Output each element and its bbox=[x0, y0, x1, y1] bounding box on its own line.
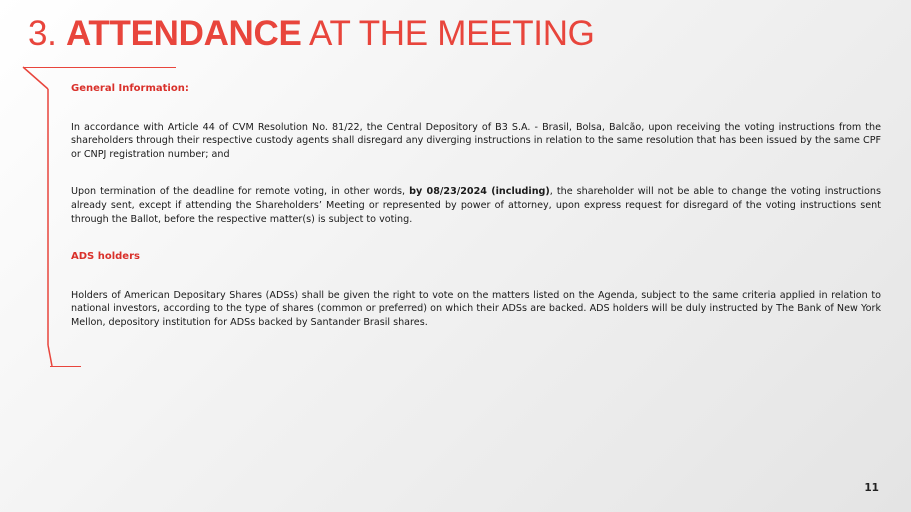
paragraph-text: Upon termination of the deadline for remote voting, in other words, bbox=[71, 186, 406, 198]
content-body bbox=[71, 82, 881, 330]
ads-holders-heading: ADS holders bbox=[71, 251, 140, 263]
general-info-heading: General Information: bbox=[71, 83, 189, 94]
bracket-bottom-diagonal bbox=[48, 345, 52, 366]
paragraph-text: , the shareholder will not be able to change the voting instructions already sent, except if attending the Shareholders’ Meeting or represented by power of attorney, upon express request for disregard of the voting instructions sent through the Ballot, before the respective matter(s) is subject to voting. bbox=[71, 186, 881, 225]
page-number: 11 bbox=[864, 482, 879, 494]
paragraph-cvm-resolution: In accordance with Article 44 of CVM Resolution No. 81/22, the Central Depository of B3 S.A. - Brasil, Bolsa, Balcão, upon receiving the voting instructions from the shareholders through their respective custody agents shall disregard any diverging instructions in relation to the same resolution that has been issued by the same CPF or CNPJ registration number; and bbox=[71, 121, 881, 160]
page-title bbox=[28, 11, 595, 57]
deadline-date: by 08/23/2024 (including) bbox=[409, 186, 550, 198]
title-rest: AT THE MEETING bbox=[309, 14, 595, 53]
section-number: 3. bbox=[28, 14, 57, 53]
paragraph-remote-voting-deadline bbox=[71, 185, 881, 226]
bracket-bottom-line bbox=[50, 366, 81, 367]
title-strong: ATTENDANCE bbox=[66, 14, 302, 53]
paragraph-ads-holders: Holders of American Depositary Shares (ADSs) shall be given the right to vote on the matters listed on the Agenda, subject to the same criteria applied in relation to national investors, according to the type of shares (common or preferred) on which their ADSs are backed. ADS holders will be duly instructed by The Bank of New York Mellon, depository institution for ADSs backed by Santander Brasil shares. bbox=[71, 289, 881, 328]
bracket-top-line bbox=[23, 67, 176, 68]
bracket-top-diagonal bbox=[23, 67, 48, 89]
